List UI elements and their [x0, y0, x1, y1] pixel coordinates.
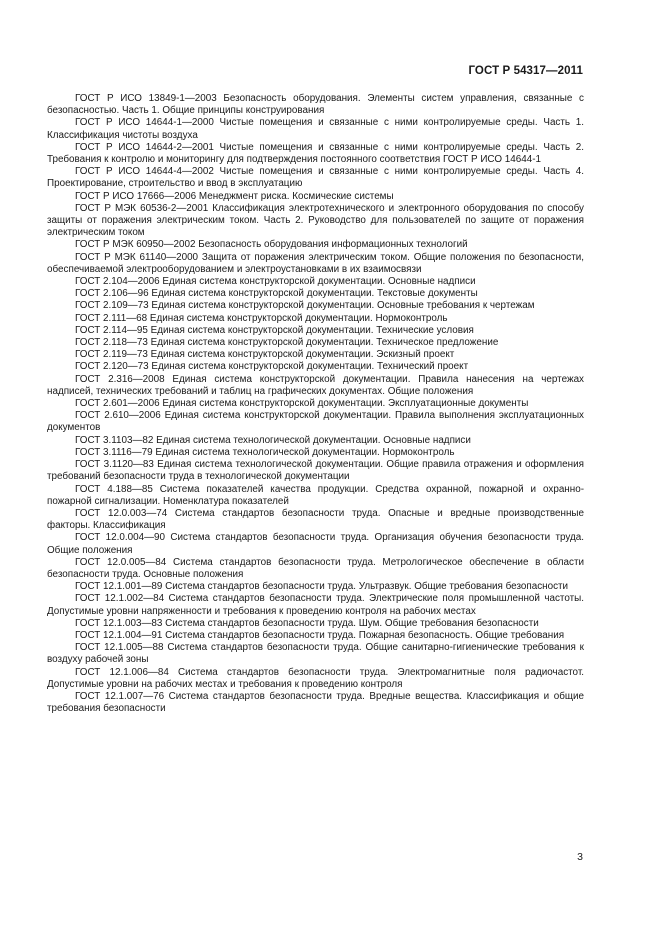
reference-entry: ГОСТ 12.1.006—84 Система стандартов безопасности труда. Электромагнитные поля радиочастот. Допустимые уровни на рабочих местах и требования к проведению контроля — [47, 666, 584, 690]
reference-entry: ГОСТ 2.106—96 Единая система конструкторской документации. Текстовые документы — [75, 288, 478, 300]
reference-entry: ГОСТ Р ИСО 14644-2—2001 Чистые помещения и связанные с ними контролируемые среды. Часть 2. Требования к контролю и мониторингу для подтверждения постоянного соответствия ГОСТ Р ИСО 14644-1 — [47, 141, 584, 166]
reference-entry: ГОСТ 3.1120—83 Единая система технологической документации. Общие правила отражения и оформления требований безопасности труда в технологической документации — [47, 459, 584, 483]
reference-entry: ГОСТ 12.0.005—84 Система стандартов безопасности труда. Метрологическое обеспечение в области безопасности труда. Основные положения — [47, 556, 584, 580]
reference-entry: ГОСТ 2.610—2006 Единая система конструкторской документации. Правила выполнения эксплуатационных документов — [47, 410, 584, 434]
reference-entry: ГОСТ 12.0.003—74 Система стандартов безопасности труда. Опасные и вредные производственные факторы. Классификация — [47, 507, 584, 532]
reference-entry: ГОСТ 2.114—95 Единая система конструкторской документации. Технические условия — [75, 324, 474, 336]
reference-entry: ГОСТ Р ИСО 17666—2006 Менеджмент риска. Космические системы — [75, 190, 394, 202]
reference-entry: ГОСТ Р МЭК 60950—2002 Безопасность оборудования информационных технологий — [75, 239, 468, 251]
reference-entry: ГОСТ 2.104—2006 Единая система конструкторской документации. Основные надписи — [75, 276, 476, 288]
reference-entry: ГОСТ 12.1.004—91 Система стандартов безопасности труда. Пожарная безопасность. Общие требования — [75, 629, 565, 641]
normative-references-list — [47, 93, 584, 715]
reference-entry: ГОСТ Р ИСО 14644-1—2000 Чистые помещения и связанные с ними контролируемые среды. Часть 1. Классификация чистоты воздуха — [47, 117, 584, 141]
reference-entry: ГОСТ Р МЭК 61140—2000 Защита от поражения электрическим током. Общие положения по безопасности, обеспечиваемой электрооборудованием и электроустановками в их взаимосвязи — [47, 251, 584, 275]
reference-entry: ГОСТ Р ИСО 13849-1—2003 Безопасность оборудования. Элементы систем управления, связанные с безопасностью. Часть 1. Общие принципы конструирования — [47, 93, 584, 117]
page-number: 3 — [577, 851, 583, 863]
reference-entry: ГОСТ 2.120—73 Единая система конструкторской документации. Технический проект — [75, 361, 469, 373]
reference-entry: ГОСТ 2.111—68 Единая система конструкторской документации. Нормоконтроль — [75, 312, 448, 324]
reference-entry: ГОСТ 2.119—73 Единая система конструкторской документации. Эскизный проект — [75, 349, 455, 361]
reference-entry: ГОСТ 2.316—2008 Единая система конструкторской документации. Правила нанесения на чертежах надписей, технических требований и таблиц на графических документах. Общие положения — [47, 373, 584, 397]
document-code: ГОСТ Р 54317—2011 — [468, 65, 583, 77]
reference-entry: ГОСТ 12.1.001—89 Система стандартов безопасности труда. Ультразвук. Общие требования безопасности — [75, 581, 569, 593]
reference-entry: ГОСТ 12.0.004—90 Система стандартов безопасности труда. Организация обучения безопасности труда. Общие положения — [47, 532, 584, 556]
reference-entry: ГОСТ 3.1116—79 Единая система технологической документации. Нормоконтроль — [75, 446, 455, 458]
reference-entry: ГОСТ Р ИСО 14644-4—2002 Чистые помещения и связанные с ними контролируемые среды. Часть 4. Проектирование, строительство и ввод в эксплуатацию — [47, 166, 584, 190]
reference-entry: ГОСТ 2.601—2006 Единая система конструкторской документации. Эксплуатационные документы — [75, 398, 529, 410]
reference-entry: ГОСТ 12.1.007—76 Система стандартов безопасности труда. Вредные вещества. Классификация и общие требования безопасности — [47, 690, 584, 715]
reference-entry: ГОСТ 2.118—73 Единая система конструкторской документации. Техническое предложение — [75, 337, 499, 349]
reference-entry: ГОСТ 12.1.005—88 Система стандартов безопасности труда. Общие санитарно-гигиенические требования к воздуху рабочей зоны — [47, 642, 584, 666]
reference-entry: ГОСТ Р МЭК 60536-2—2001 Классификация электротехнического и электронного оборудования по способу защиты от поражения электрическим током. Часть 2. Руководство для пользователей по защите от поражения электрическим током — [47, 202, 584, 239]
reference-entry: ГОСТ 12.1.003—83 Система стандартов безопасности труда. Шум. Общие требования безопасности — [75, 617, 539, 629]
reference-entry: ГОСТ 4.188—85 Система показателей качества продукции. Средства охранной, пожарной и охранно-пожарной сигнализации. Номенклатура показателей — [47, 483, 584, 507]
reference-entry: ГОСТ 2.109—73 Единая система конструкторской документации. Основные требования к чертежам — [75, 300, 535, 312]
reference-entry: ГОСТ 12.1.002—84 Система стандартов безопасности труда. Электрические поля промышленной частоты. Допустимые уровни напряженности и требования к проведению контроля на рабочих местах — [47, 593, 584, 617]
reference-entry: ГОСТ 3.1103—82 Единая система технологической документации. Основные надписи — [75, 434, 471, 446]
